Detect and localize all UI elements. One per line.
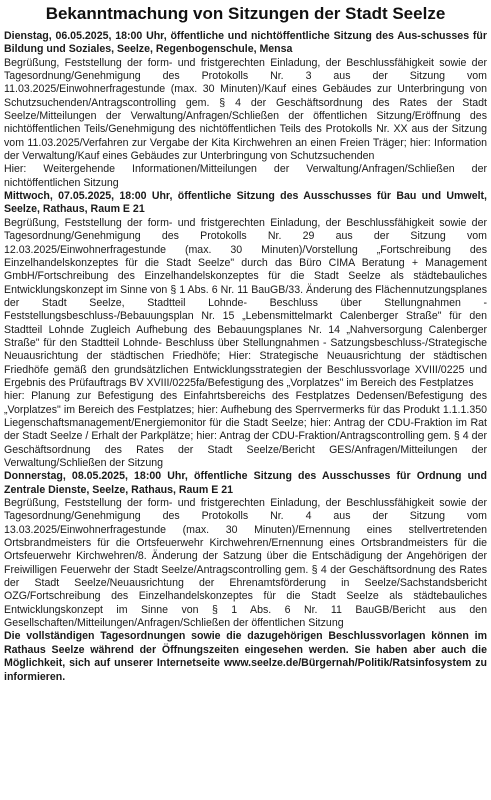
meeting-3 [4, 470, 487, 630]
meeting-1 [4, 30, 487, 190]
footer-notice: Die vollständigen Tagesordnungen sowie die dazugehörigen Beschlussvorlagen können im Rathaus Seelze während der Öffnungszeiten eingesehen werden. Sie haben aber auch die Möglichkeit, sich auf unserer Internetseite www.seelze.de/Bürgernah/Politik/Ratsinfosystem zu informieren. [4, 630, 487, 683]
meeting-heading: Dienstag, 06.05.2025, 18:00 Uhr, öffentliche und nichtöffentliche Sitzung des Aus-schusses für Bildung und Soziales, Seelze, Regenbogenschule, Mensa [4, 30, 487, 56]
meeting-agenda: Begrüßung, Feststellung der form- und fristgerechten Einladung, der Beschlussfähigkeit sowie der Tagesordnung/Genehmigung des Protokolls Nr. 4 aus der Sitzung vom 13.03.2025/Einwohnerfragestunde (max. 30 Minuten)/Ernennung eines stellvertretenden Ortsbrandmeisters für die Ortsfeuerwehr Kirchwehren/Ernennung eines Ortsbrandmeisters für die Ortsfeuerwehr Kirchwehren/8. Änderung der Satzung über die Entschädigung der Angehörigen der Freiwilligen Feuerwehr der Stadt Seelze/Antragscontrolling gem. § 4 der Geschäftsordnung des Rates der Stadt Seelze/Neuausrichtung der Ehrenamtsförderung in Seelze/Sachstandsbericht OZG/Fortschreibung des Einzelhandelskonzeptes für die Stadt Seelze als städtebauliches Entwicklungskonzept im Sinne von § 1 Abs. 6 Nr. 11 BauGB/Bericht aus den Gesellschaften/Mitteilungen/Anfragen/Schließen der öffentlichen Sitzung [4, 497, 487, 630]
meeting-agenda: Begrüßung, Feststellung der form- und fristgerechten Einladung, der Beschlussfähigkeit sowie der Tagesordnung/Genehmigung des Protokolls Nr. 29 aus der Sitzung vom 12.03.2025/Einwohnerfragestunde (max. 30 Minuten)/Vorstellung „Fortschreibung des Einzelhandelskonzeptes für die Stadt Seelze" durch das Büro CIMA Beratung + Management GmbH/Fortschreibung des Einzelhandelskonzeptes für die Stadt Seelze als städtebauliches Entwicklungskonzept im Sinne von § 1 Abs. 6 Nr. 11 BauGB/33. Änderung des Flächennutzungsplanes der Stadt Seelze, Stadtteil Lohnde- Beschluss über Stellungnahmen -Feststellungsbeschluss-/Bebauungsplan Nr. 15 „Lebensmittelmarkt Calenberger Straße" für den Stadtteil Lohnde Zugleich Aufhebung des Bebauungsplanes Nr. 14 „Nahversorgung Calenberger Straße" für den Stadtteil Lohnde- Beschluss über Stellungnahmen - Satzungsbeschluss-/Strategische Neuausrichtung der städtischen Friedhöfe; Hier: Strategische Neuausrichtung der städtischen Friedhöfe gemäß den grundsätzlichen Entwicklungsstrategien der Beschlussvorlage XVIII/0225 und Ergebnis des Prüfauftrags BV XVIII/0225fa/Befestigung des „Vorplatzes" im Bereich des Festplatzes [4, 216, 487, 389]
meeting-heading: Donnerstag, 08.05.2025, 18:00 Uhr, öffentliche Sitzung des Ausschusses für Ordnung und Zentrale Dienste, Seelze, Rathaus, Raum E 21 [4, 470, 487, 496]
meeting-agenda-continued: hier: Planung zur Befestigung des Einfahrtsbereichs des Festplatzes Dedensen/Befestigung des „Vorplatzes" im Bereich des Festplatzes; hier: Aufhebung des Sperrvermerks für das Produkt 1.1.1.350 Liegenschaftsmanagement/Energiemonitor für die Stadt Seelze; hier: Antrag der CDU-Fraktion im Rat der Stadt Seelze / Erhalt der Parkplätze; hier: Antrag der CDU-Fraktion/Antragscontrolling gem. § 4 der Geschäftsordnung des Rates der Stadt Seelze/Bericht GES/Anfragen/Mitteilungen der Verwaltung/Schließen der Sitzung [4, 390, 487, 469]
page-title: Bekanntmachung von Sitzungen der Stadt Seelze [45, 4, 446, 23]
meeting-agenda-continued: Hier: Weitergehende Informationen/Mitteilungen der Verwaltung/Anfragen/Schließen der nichtöffentlichen Sitzung [4, 163, 487, 189]
meeting-2 [4, 190, 487, 470]
meeting-agenda: Begrüßung, Feststellung der form- und fristgerechten Einladung, der Beschlussfähigkeit sowie der Tagesordnung/Genehmigung des Protokolls Nr. 3 aus der Sitzung vom 11.03.2025/Einwohnerfragestunde (max. 30 Minuten)/Kauf eines Gebäudes zur Unterbringung von Schutzsuchenden/Antragscontrolling gem. § 4 der Geschäftsordnung des Rates der Stadt Seelze/Mitteilungen der Verwaltung/Anfragen/Schließen der öffentlichen Sitzung/Eröffnung des nichtöffentlichen Teils/Genehmigung des nichtöffentlichen Teils des Protokolls Nr. XX aus der Sitzung vom 11.03.2025/Verfahren zur Vergabe der Kita Kirchwehren an einen Freien Träger; hier: Information der Verwaltung/Kauf eines Gebäudes zur Unterbringung von Schutzsuchenden [4, 56, 487, 163]
meeting-heading: Mittwoch, 07.05.2025, 18:00 Uhr, öffentliche Sitzung des Ausschusses für Bau und Umwelt, Seelze, Rathaus, Raum E 21 [4, 190, 487, 216]
